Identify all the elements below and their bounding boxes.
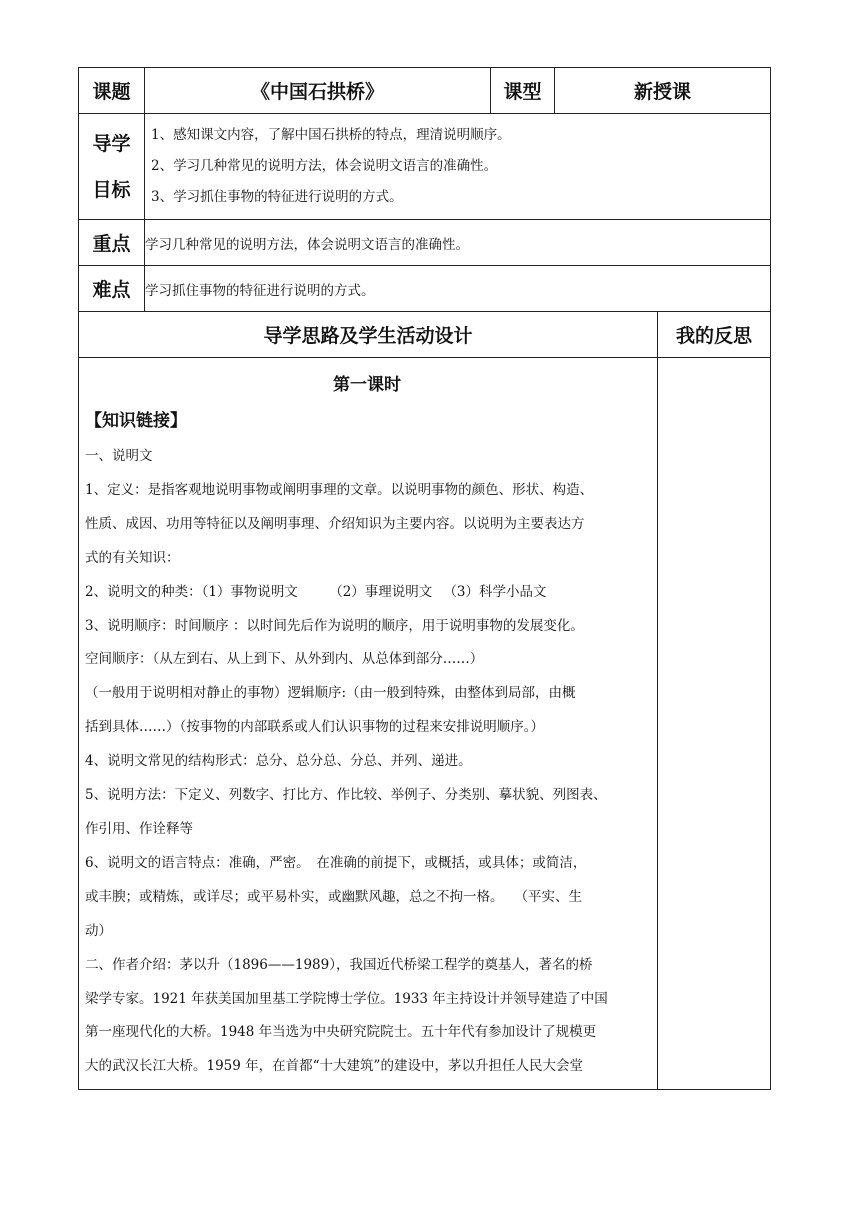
design-header-row — [79, 312, 771, 358]
key-point-row — [79, 220, 771, 266]
objectives-label-line1: 导学 — [92, 132, 131, 155]
objective-item-1: 1、感知课文内容，了解中国石拱桥的特点，理清说明顺序。 — [151, 127, 511, 143]
key-point-text: 学习几种常见的说明方法，体会说明文语言的准确性。 — [145, 220, 771, 266]
header-row — [79, 68, 771, 114]
type-value: 新授课 — [555, 68, 771, 114]
content-line: （一般用于说明相对静止的事物）逻辑顺序:（由一般到特殊，由整体到局部，由概 — [85, 685, 576, 702]
lesson-plan-table — [78, 67, 771, 1090]
content-line: 二、作者介绍：茅以升（1896——1989），我国近代桥梁工程学的奠基人，著名的桥 — [85, 956, 593, 973]
type-label: 课型 — [491, 68, 555, 114]
content-line: 第一座现代化的大桥。1948 年当选为中央研究院院士。五十年代有参加设计了规模更 — [85, 1024, 597, 1041]
objectives-cell — [145, 114, 771, 220]
content-line: 性质、成因、功用等特征以及阐明事理、介绍知识为主要内容。以说明为主要表达方 — [85, 515, 585, 532]
difficulty-row — [79, 266, 771, 312]
key-point-label: 重点 — [79, 220, 145, 266]
objectives-label-cell — [79, 114, 145, 220]
content-line: 或丰腴；或精炼，或详尽；或平易朴实，或幽默风趣，总之不拘一格。 （平实、生 — [85, 888, 583, 905]
content-line: 作引用、作诠释等 — [85, 820, 193, 837]
section-title: 【知识链接】 — [85, 411, 187, 431]
content-line: 3、说明顺序：时间顺序 ：以时间先后作为说明的顺序，用于说明事物的发展变化。 — [85, 617, 584, 634]
content-line: 括到具体……）（按事物的内部联系或人们认识事物的过程来安排说明顺序。） — [85, 719, 544, 736]
content-line: 式的有关知识： — [85, 549, 180, 566]
topic-value: 《中国石拱桥》 — [145, 68, 491, 114]
content-line: 一、说明文 — [85, 448, 153, 464]
objective-item-2: 2、学习几种常见的说明方法，体会说明文语言的准确性。 — [151, 158, 498, 174]
content-line: 1、定义：是指客观地说明事物或阐明事理的文章。以说明事物的颜色、形状、构造、 — [85, 481, 594, 498]
objectives-label-line2: 目标 — [92, 178, 131, 201]
reflection-header: 我的反思 — [658, 312, 771, 358]
objectives-row — [79, 114, 771, 220]
content-line: 6、说明文的语言特点：准确，严密。 在准确的前提下，或概括，或具体；或简洁， — [85, 854, 587, 871]
topic-label: 课题 — [79, 68, 145, 114]
difficulty-label: 难点 — [79, 266, 145, 312]
lesson-title: 第一课时 — [333, 375, 401, 395]
objective-item-3: 3、学习抓住事物的特征进行说明的方式。 — [151, 189, 403, 205]
content-row — [79, 358, 771, 1090]
content-line: 动） — [85, 922, 112, 939]
design-header: 导学思路及学生活动设计 — [79, 312, 658, 358]
content-line: 4、说明文常见的结构形式：总分、总分总、分总、并列、递进。 — [85, 753, 472, 770]
content-line: 5、说明方法：下定义、列数字、打比方、作比较、举例子、分类别、摹状貌、列图表、 — [85, 787, 607, 804]
content-cell — [79, 358, 658, 1090]
content-line: 梁学专家。1921 年获美国加里基工学院博士学位。1933 年主持设计并领导建造了中国 — [85, 990, 608, 1007]
content-line: 大的武汉长江大桥。1959 年，在首都“十大建筑”的建设中，茅以升担任人民大会堂 — [85, 1058, 583, 1075]
difficulty-text: 学习抓住事物的特征进行说明的方式。 — [145, 266, 771, 312]
reflection-cell[interactable] — [658, 358, 771, 1090]
content-line: 空间顺序：（从左到右、从上到下、从外到内、从总体到部分……） — [85, 651, 484, 668]
content-line: 2、说明文的种类：（1）事物说明文 （2）事理说明文 （3）科学小品文 — [85, 583, 547, 600]
